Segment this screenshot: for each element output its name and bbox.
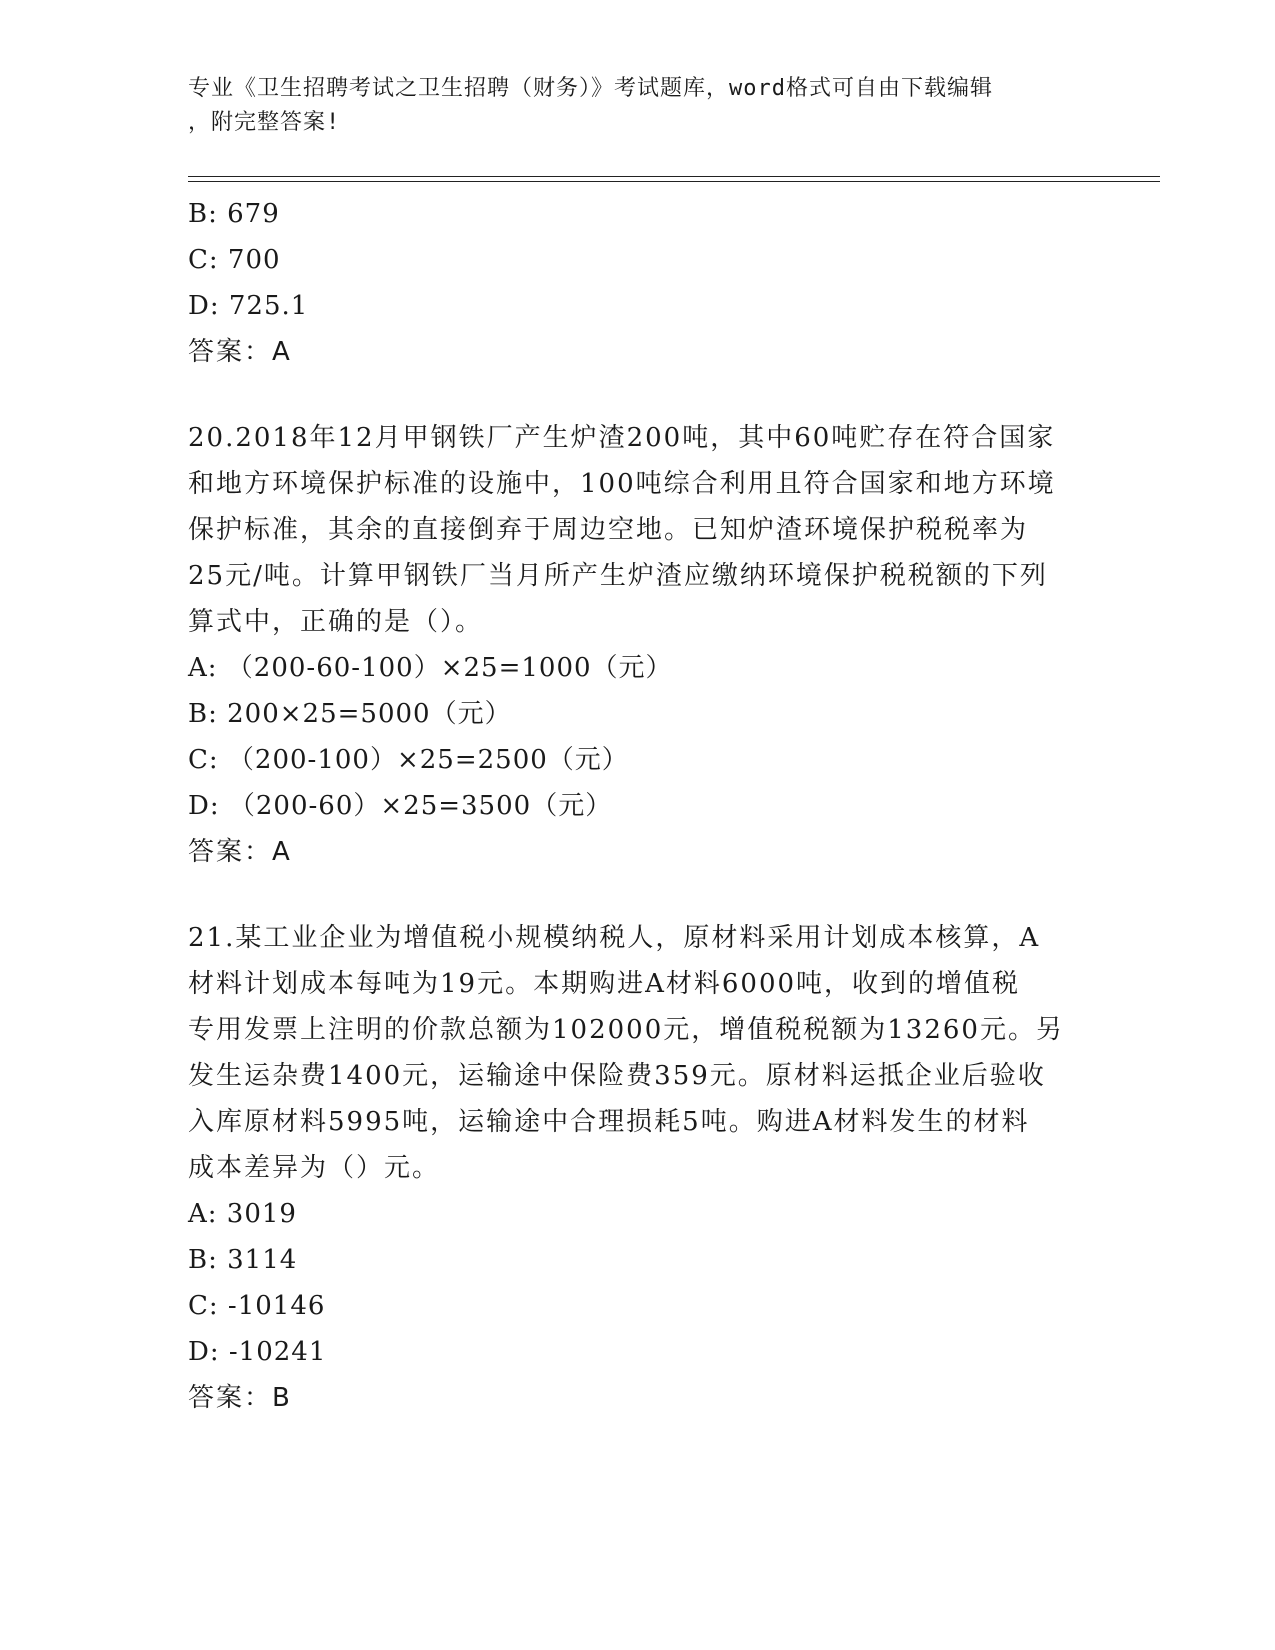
header-line-1: 专业《卫生招聘考试之卫生招聘（财务）》考试题库，word格式可自由下载编辑 xyxy=(188,76,993,101)
page-header xyxy=(188,72,1068,140)
option-d: D: 725.1 xyxy=(188,291,309,321)
option-d: D: -10241 xyxy=(188,1337,327,1367)
option-c: C: -10146 xyxy=(188,1291,326,1321)
question-stem-line: 材料计划成本每吨为19元。本期购进A材料6000吨，收到的增值税 xyxy=(188,969,1021,999)
question-stem-line: 25元/吨。计算甲钢铁厂当月所产生炉渣应缴纳环境保护税税额的下列 xyxy=(188,561,1048,591)
question-21 xyxy=(188,915,1088,1421)
header-divider-top xyxy=(188,176,1160,177)
option-b: B: 200×25=5000（元） xyxy=(188,699,512,729)
spacer xyxy=(188,875,1088,915)
option-b: B: 3114 xyxy=(188,1245,298,1275)
question-stem-line: 入库原材料5995吨，运输途中合理损耗5吨。购进A材料发生的材料 xyxy=(188,1107,1030,1137)
option-a: A: 3019 xyxy=(188,1199,297,1229)
header-line-2: ，附完整答案! xyxy=(188,110,341,135)
option-c: C: 700 xyxy=(188,245,281,275)
answer-line: 答案：A xyxy=(188,337,292,367)
question-stem-line: 成本差异为（）元。 xyxy=(188,1153,441,1183)
answer-line: 答案：A xyxy=(188,837,292,867)
question-stem-line: 保护标准，其余的直接倒弃于周边空地。已知炉渣环境保护税税率为 xyxy=(188,515,1029,545)
question-stem-line: 算式中，正确的是（）。 xyxy=(188,607,484,637)
spacer xyxy=(188,375,1088,415)
answer-line: 答案：B xyxy=(188,1383,292,1413)
question-stem-line: 21.某工业企业为增值税小规模纳税人，原材料采用计划成本核算，A xyxy=(188,923,1041,953)
header-divider-bottom xyxy=(188,181,1160,182)
prev-question xyxy=(188,191,1088,375)
option-a: A: （200-60-100）×25=1000（元） xyxy=(188,653,673,683)
option-d: D: （200-60）×25=3500（元） xyxy=(188,791,613,821)
option-b: B: 679 xyxy=(188,199,280,229)
question-stem-line: 和地方环境保护标准的设施中，100吨综合利用且符合国家和地方环境 xyxy=(188,469,1056,499)
question-stem-line: 20.2018年12月甲钢铁厂产生炉渣200吨，其中60吨贮存在符合国家 xyxy=(188,423,1056,453)
question-stem-line: 发生运杂费1400元，运输途中保险费359元。原材料运抵企业后验收 xyxy=(188,1061,1046,1091)
question-20 xyxy=(188,415,1088,875)
question-stem-line: 专用发票上注明的价款总额为102000元，增值税税额为13260元。另 xyxy=(188,1015,1064,1045)
option-c: C: （200-100）×25=2500（元） xyxy=(188,745,629,775)
question-content xyxy=(188,191,1088,1421)
